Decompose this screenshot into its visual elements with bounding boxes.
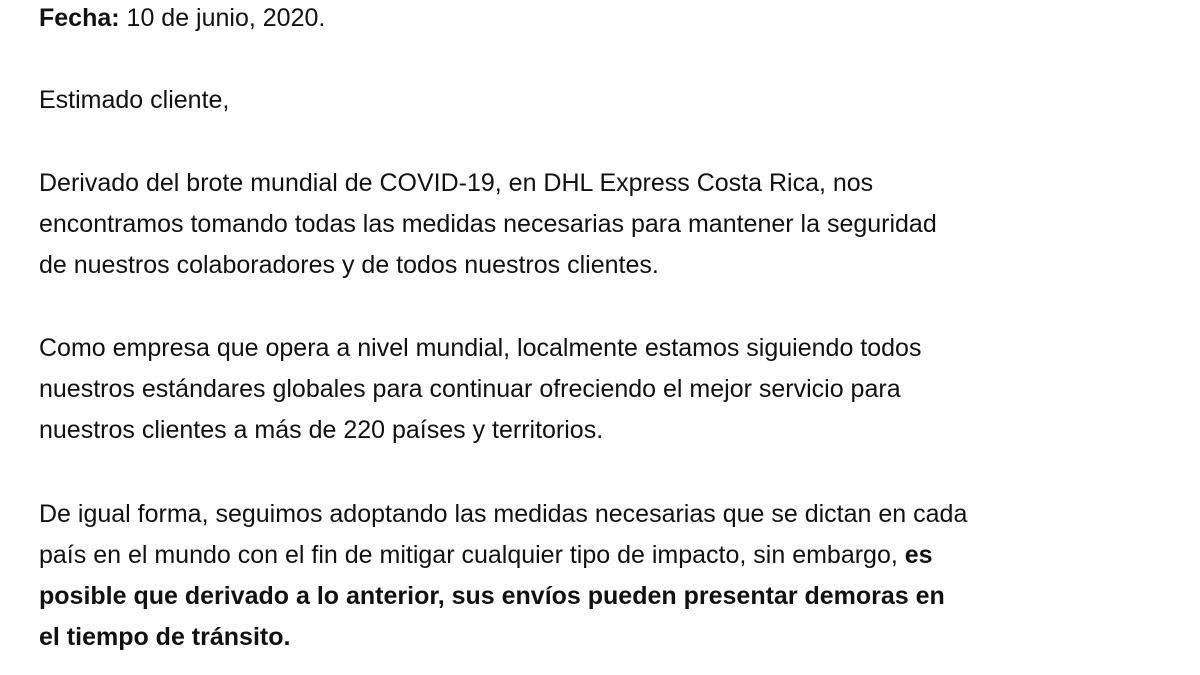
- paragraph-1-line: Derivado del brote mundial de COVID-19, en DHL Express Costa Rica, nos: [39, 169, 874, 197]
- paragraph-3-line: [39, 535, 967, 576]
- paragraph-3-text: país en el mundo con el fin de mitigar cualquier tipo de impacto, sin embargo,: [39, 541, 905, 569]
- paragraph-3-line: [39, 576, 967, 617]
- greeting: Estimado cliente,: [39, 86, 230, 114]
- paragraph-3: [39, 494, 967, 658]
- paragraph-3-emphasis: es: [904, 541, 933, 569]
- paragraph-3-line: De igual forma, seguimos adoptando las medidas necesarias que se dictan en cada: [39, 500, 968, 528]
- paragraph-3-emphasis: el tiempo de tránsito.: [39, 623, 291, 651]
- date-label: Fecha:: [39, 4, 120, 32]
- paragraph-1: [39, 163, 937, 286]
- date-line: [39, 0, 325, 39]
- paragraph-3-emphasis: posible que derivado a lo anterior, sus envíos pueden presentar demoras en: [39, 582, 945, 610]
- paragraph-3-line: [39, 617, 967, 658]
- paragraph-2-line: nuestros estándares globales para continuar ofreciendo el mejor servicio para: [39, 375, 901, 403]
- date-value: 10 de junio, 2020.: [119, 4, 326, 32]
- paragraph-2: [39, 328, 921, 451]
- paragraph-1-line: encontramos tomando todas las medidas necesarias para mantener la seguridad: [39, 210, 937, 238]
- paragraph-2-line: Como empresa que opera a nivel mundial, localmente estamos siguiendo todos: [39, 334, 922, 362]
- paragraph-2-line: nuestros clientes a más de 220 países y territorios.: [39, 416, 604, 444]
- paragraph-1-line: de nuestros colaboradores y de todos nuestros clientes.: [39, 251, 659, 279]
